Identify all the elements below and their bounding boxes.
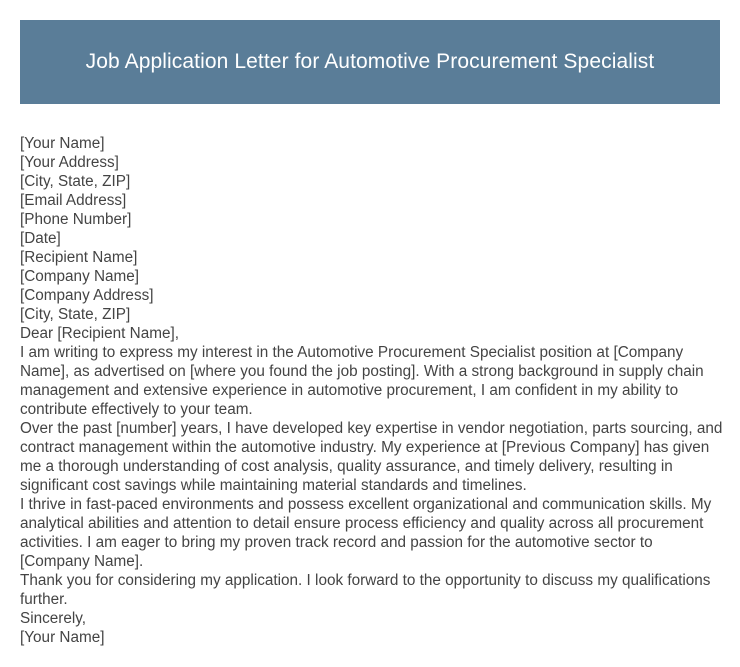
sender-email: [Email Address] <box>20 192 127 209</box>
closing: Sincerely, <box>20 610 87 627</box>
sender-phone: [Phone Number] <box>20 211 132 228</box>
header-banner <box>20 20 720 104</box>
letter-date: [Date] <box>20 230 61 247</box>
company-address: [Company Address] <box>20 287 154 304</box>
signature-name: [Your Name] <box>20 629 105 646</box>
paragraph-experience: Over the past [number] years, I have developed key expertise in vendor negotiation, parts sourcing, and contract management within the automotive industry. My experience at [Previous Company] has given me a thorough understanding of cost analysis, quality assurance, and timely delivery, resulting in significant cost savings while maintaining material standards and timelines. <box>20 420 723 494</box>
company-name: [Company Name] <box>20 268 140 285</box>
sender-name: [Your Name] <box>20 135 105 152</box>
sender-address: [Your Address] <box>20 154 119 171</box>
recipient-name: [Recipient Name] <box>20 249 138 266</box>
sender-city-state-zip: [City, State, ZIP] <box>20 173 131 190</box>
paragraph-thanks: Thank you for considering my application. I look forward to the opportunity to discuss my qualifications further. <box>20 572 711 608</box>
salutation: Dear [Recipient Name], <box>20 325 179 342</box>
paragraph-intro: I am writing to express my interest in the Automotive Procurement Specialist position at [Company Name], as advertised on [where you found the job posting]. With a strong background in supply chain management and extensive experience in automotive procurement, I am confident in my ability to contribute effectively to your team. <box>20 344 704 418</box>
paragraph-skills: I thrive in fast-paced environments and possess excellent organizational and communication skills. My analytical abilities and attention to detail ensure process efficiency and quality across all procurement activities. I am eager to bring my proven track record and passion for the automotive sector to [Company Name]. <box>20 496 712 570</box>
letter-body <box>20 134 724 647</box>
page-title: Job Application Letter for Automotive Procurement Specialist <box>85 50 655 73</box>
company-city-state-zip: [City, State, ZIP] <box>20 306 131 323</box>
